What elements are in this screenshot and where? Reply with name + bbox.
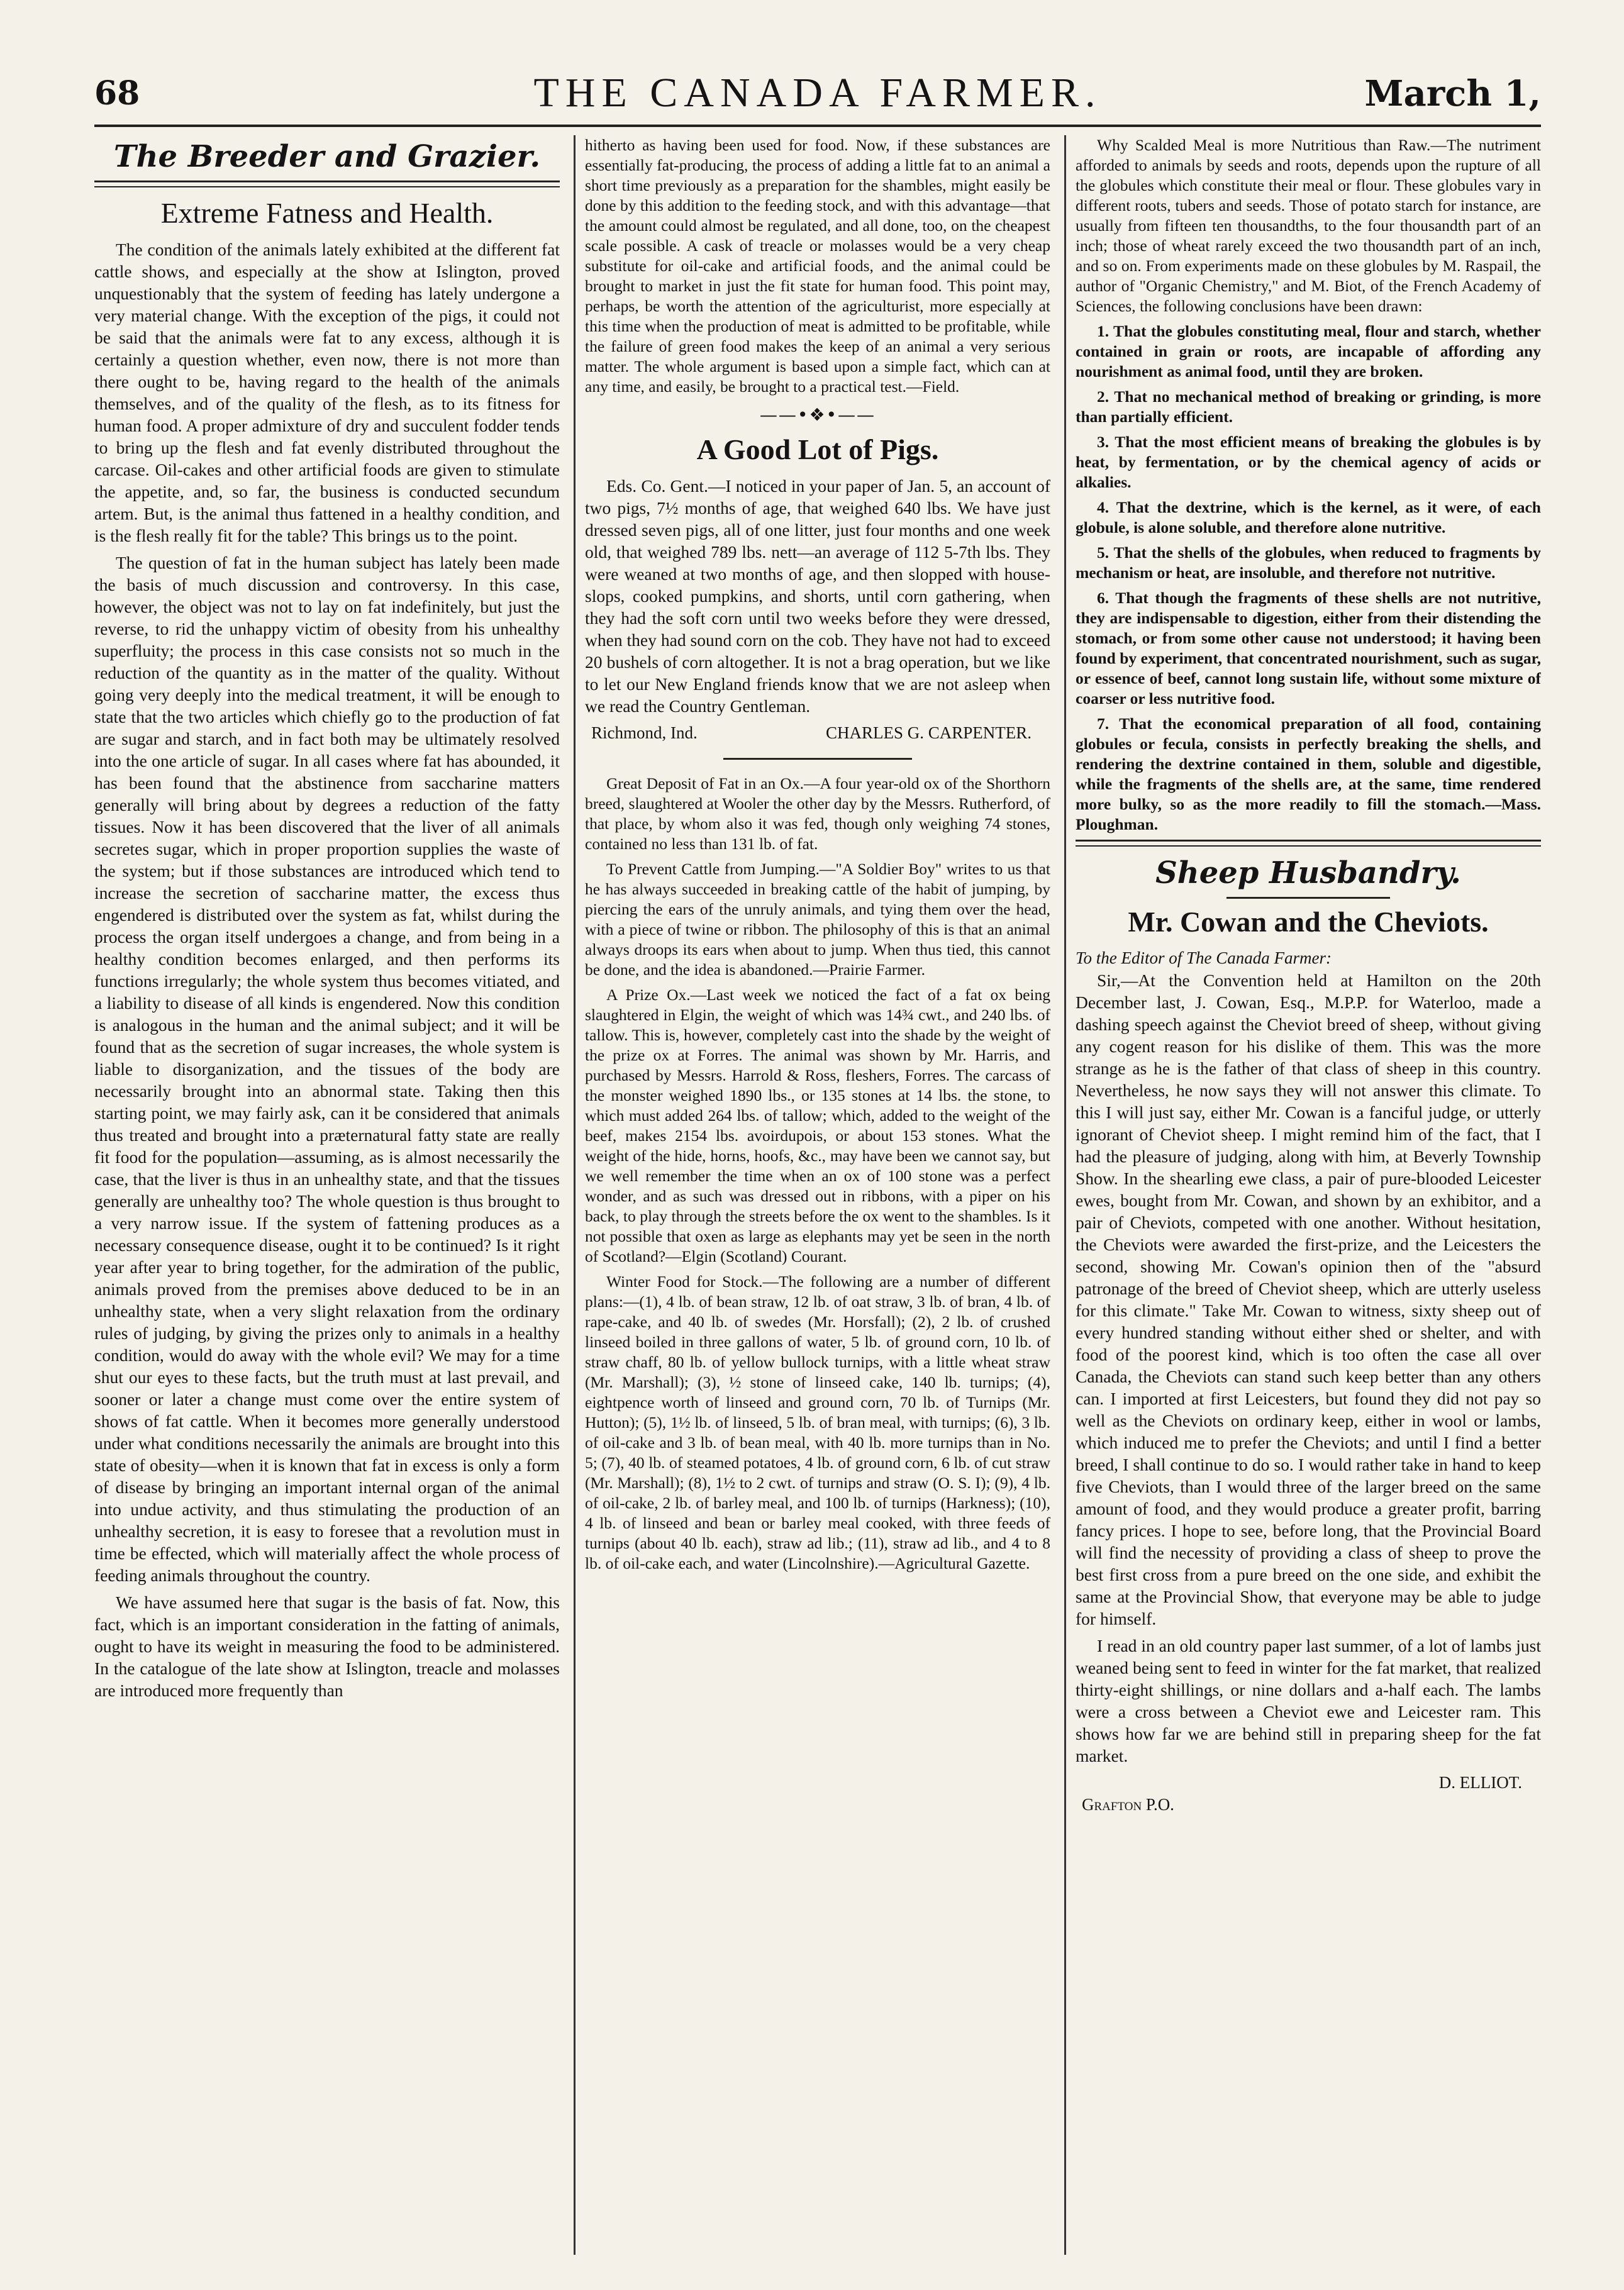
letter-signature xyxy=(1076,1772,1541,1794)
section-rule xyxy=(1076,840,1541,847)
news-item: A Prize Ox.—Last week we noticed the fact of a fat ox being slaughtered in Elgin, the weight of which was 14¾ cwt., and 240 lbs. of tallow. This is, however, completely cast into the shade by the weight of the prize ox at Forres. The animal was shown by Mr. Harris, and purchased by Messrs. Harrold & Ross, fleshers, Forres. The carcass of the monster weighed 1890 lbs., or 135 stones at 14 lbs. the stone, to which must added 264 lbs. of tallow; which, added to the weight of the beef, makes 2154 lbs. avoirdupois, or about 153 stones. What the weight of the hide, horns, hoofs, &c., may have been we cannot say, but we well remember the time when an ox of 100 stone was a perfect wonder, and as such was dressed out in ribbons, with a piper on his back, to play through the streets before the ox went to the shambles. Is it not possible that oxen as large as elephants may yet be seen in the north of Scotland?—Elgin (Scotland) Courant. xyxy=(585,986,1050,1265)
news-item: Winter Food for Stock.—The following are a number of different plans:—(1), 4 lb. of bean straw, 12 lb. of oat straw, 3 lb. of bran, 4 lb. of rape-cake, and 40 lb. of swedes (Mr. Horsfall); (2), 2 lb. of crushed linseed boiled in three gallons of water, 5 lb. of ground corn, 10 lb. of straw chaff, 80 lb. of yellow bullock turnips, with a little wheat straw (Mr. Marshall); (3), ½ stone of linseed cake, 140 lb. turnips; (4), eightpence worth of linseed and ground corn, 70 lb. of Turnips (Mr. Hutton); (5), 1½ lb. of linseed, 5 lb. of bran meal, with turnips; (6), 3 lb. of oil-cake and 3 lb. of bean meal, with 40 lb. more turnips than in No. 5; (7), 40 lb. of steamed potatoes, 4 lb. of ground corn, 6 lb. of cut straw (Mr. Marshall); (8), 1½ to 2 cwt. of turnips and straw (O. S. I); (9), 4 lb. of oil-cake, 2 lb. of barley meal, and 100 lb. of turnips (Harkness); (10), 4 lb. of linseed and bean or barley meal cooked, with three feeds of turnips (about 40 lb. each), straw ad lib.; (11), straw ad lib., and 4 to 8 lb. of oil-cake each, and water (Lincolnshire).—Agricultural Gazette. xyxy=(585,1272,1050,1572)
conclusion-item: 5. That the shells of the globules, when reduced to fragments by mechanism or heat, are insoluble, and therefore not nutritive. xyxy=(1076,543,1541,582)
article-intro: Why Scalded Meal is more Nutritious than Raw.—The nutriment afforded to animals by seeds and roots, depends upon the rupture of all the globules which constitute their meal or flour. These globules vary in different roots, tubers and seeds. Those of potato starch for instance, are usually from fifteen ten thousandths, to the four thousandth part of an inch; those of wheat rarely exceed the two thousandth part of an inch, and so on. From experiments made on these globules by M. Raspail, the author of "Organic Chemistry," and M. Biot, of the French Academy of Sciences, the following conclusions have been drawn: xyxy=(1076,136,1541,315)
letter-paragraph: Sir,—At the Convention held at Hamilton on the 20th December last, J. Cowan, Esq., M.P.P. for Waterloo, made a dashing speech against the Cheviot breed of sheep, without giving any cogent reason for his dislike of them. This was the more strange as he is the father of that class of sheep in this country. Nevertheless, he now says they will not answer this climate. To this I will just say, either Mr. Cowan is a fanciful judge, or utterly ignorant of Cheviot sheep. I might remind him of the fact, that I had the pleasure of judging, along with him, at Beverly Township Show. In the shearling ewe class, a pair of pure-blooded Leicester ewes, bought from Mr. Cowan, and shown by an exhibitor, and a pair of Cheviots, competed with one another. Without hesitation, the Cheviots were awarded the first-prize, and the Leicesters the second, showing Mr. Cowan's opinion then of the "absurd patronage of the breed of Cheviot sheep, which are utterly useless for this climate." Take Mr. Cowan to witness, sixty sheep out of every hundred standing without either shed or shelter, and with food of the poorest kind, which is too often the case all over Canada, the Cheviots can stand such keep better than any others can. I imported at first Leicesters, but found they did not pay so well as the Cheviots on ordinary keep, either in wool or lambs, which induced me to prefer the Cheviots; and until I find a better breed, I shall continue to do so. I would rather take in hand to keep five Cheviots, than I would three of the larger breed on the same amount of food, and they would produce a greater profit, barring fancy prices. I hope to see, before long, that the Provincial Board will find the necessity of providing a class of sheep to prove the best first cross from a pure breed on the one side, and exhibit the same at the Provincial Show, that everyone may be able to judge for himself. xyxy=(1076,970,1541,1628)
column-2 xyxy=(585,135,1050,2258)
news-item: Great Deposit of Fat in an Ox.—A four year-old ox of the Shorthorn breed, slaughtered at Wooler the other day by the Messrs. Rutherford, of that place, by whom also it was fed, though only weighing 74 stones, contained no less than 131 lb. of fat. xyxy=(585,774,1050,853)
conclusion-item: 2. That no mechanical method of breaking or grinding, is more than partially efficient. xyxy=(1076,387,1541,426)
letter-paragraph: Eds. Co. Gent.—I noticed in your paper of Jan. 5, an account of two pigs, 7½ months of age, that weighed 640 lbs. We have just dressed seven pigs, all of one litter, just four months and one week old, that weighed 789 lbs. nett—an average of 112 5-7th lbs. They were weaned at two months of age, and then slopped with house-slops, cooked pumpkins, and shorts, until corn gathering, when they had the soft corn until two weeks before they were dressed, when they had sound corn on the cob. They have not had to exceed 20 bushels of corn altogether. It is not a brag operation, but we like to let our New England friends know that we are not asleep when we read the Country Gentleman. xyxy=(585,476,1050,716)
article-title: Extreme Fatness and Health. xyxy=(160,197,494,229)
ornament-divider: ——•❖•—— xyxy=(759,404,876,425)
article-title: Mr. Cowan and the Cheviots. xyxy=(1128,906,1489,938)
department-heading: Sheep Husbandry. xyxy=(1155,855,1461,891)
newspaper-page xyxy=(94,69,1541,2258)
article-paragraph: We have assumed here that sugar is the basis of fat. Now, this fact, which is an important consideration in the fatting of animals, ought to have its weight in measuring the food to be administered. In the catalogue of the late show at Islington, treacle and molasses are introduced more frequently than xyxy=(94,1592,560,1700)
letter-paragraph: I read in an old country paper last summer, of a lot of lambs just weaned being sent to feed in winter for the fat market, that realized thirty-eight shillings, or nine dollars and a-half each. The lambs were a cross between a Cheviot ewe and Leicester ram. This shows how far we are behind still in preparing sheep for the fat market. xyxy=(1076,1636,1541,1765)
conclusion-item: 1. That the globules constituting meal, flour and starch, whether contained in grain or roots, are incapable of affording any nourishment as animal food, until they are broken. xyxy=(1076,322,1541,381)
masthead xyxy=(94,69,1541,126)
conclusion-item: 4. That the dextrine, which is the kernel, as it were, of each globule, is alone soluble, and therefore alone nutritive. xyxy=(1076,498,1541,536)
masthead-rule xyxy=(94,125,1541,127)
conclusion-item: 7. That the economical preparation of all food, containing globules or fecula, consists in perfectly breaking the shells, and rendering the dextrine contained in them, soluble and digestible, while the fragments of the shells are, at the same, time rendered more bulky, so as the more readily to fill the stomach.—Mass. Ploughman. xyxy=(1076,714,1541,833)
news-item: To Prevent Cattle from Jumping.—"A Soldier Boy" writes to us that he has always succeeded in breaking cattle of the habit of jumping, by piercing the ears of the unruly animals, and tying them over the head, with a piece of twine or ribbon. The philosophy of this is that an animal always droops its ears when about to jump. When thus tied, this cannot be done, and the idea is abandoned.—Prairie Farmer. xyxy=(585,860,1050,979)
letter-salutation: To the Editor of The Canada Farmer: xyxy=(1076,948,1332,967)
column-3 xyxy=(1076,135,1541,2258)
signature-name: CHARLES G. CARPENTER. xyxy=(825,723,1032,742)
newspaper-title: THE CANADA FARMER. xyxy=(533,70,1102,116)
conclusion-item: 6. That though the fragments of these shells are not nutritive, they are indispensable to digestion, either from their distending the stomach, or from some other cause not understood; it having been found by experiment, that concentrated nourishment, such as sugar, or essence of beef, cannot long sustain life, without some mixture of coarser or less nutritive food. xyxy=(1076,589,1541,708)
article-title: A Good Lot of Pigs. xyxy=(696,433,939,465)
column-1 xyxy=(94,135,560,2258)
letter-signature xyxy=(585,722,1050,744)
conclusion-item: 3. That the most efficient means of breaking the globules is by heat, by fermentation, or by the chemical agency of acids or alkalies. xyxy=(1076,433,1541,491)
article-paragraph: The question of fat in the human subject has lately been made the basis of much discussion and controversy. In this case, however, the object was not to lay on fat indefinitely, but just the reverse, to rid the unhappy victim of obesity from his unhealthy superfluity; the process in this case consists not so much in the reduction of the quantity as in the matter of the quality. Without going very deeply into the medical treatment, it will be enough to state that the two articles which chiefly go to the production of fat are sugar and starch, and in fact both may be ultimately resolved into the one article of sugar. In all cases where fat has abounded, it has been found that the abstinence from saccharine matters generally will bring about by degrees a reduction of the fatty tissues. Now it has been discovered that the liver of all animals secretes sugar, which in proper proportion supplies the waste of the system; but if those substances are introduced which tend to increase the secretion of saccharine matter, the excess thus engendered is distributed over the system as fat, whilst during the process the organ itself undergoes a change, and from being in a healthy condition becomes enlarged, and then performs its functions irregularly; the whole system thus becomes vitiated, and a liability to disease of all kinds is engendered. Now this condition is analogous in the human and the animal subject; and it will be found that as the secretion of sugar increases, the whole system is liable to disorganization, and the tissues of the body are necessarily brought into an abnormal state. Taking then this starting point, we may fairly ask, can it be considered that animals thus treated and brought into a præternatural fatty state are really fit food for the population—assuming, as is almost necessarily the case, that the liver is thus in an unhealthy state, and that the tissues generally are unhealthy too? The whole question is thus brought to a very narrow issue. If the system of fattening produces as a necessary consequence disease, ought it to be continued? Is it right year after year to bring together, for the admiration of the public, animals proved from the premises above deduced to be in an unhealthy state, when a very slight relaxation from the ordinary rules of judging, by giving the prizes only to animals in a healthy condition, would do away with the whole evil? We may for a time shut our eyes to these facts, but the truth must at last prevail, and sooner or later a change must come over the entire system of shows of fat cattle. When it becomes more generally understood under what conditions necessarily the animals are brought into this state of obesity—when it is known that fat in excess is only a form of disease by bringing an important internal organ of the animal into undue activity, and thus stimulating the production of an unhealthy secretion, it is easy to foresee that a revolution must in time be effected, which will materially affect the whole process of feeding animals throughout the country. xyxy=(94,553,560,1585)
page-number: 68 xyxy=(94,74,140,113)
section-rule xyxy=(94,181,560,187)
signature-place: Grafton P.O. xyxy=(1082,1795,1174,1814)
signature-place: Richmond, Ind. xyxy=(591,723,698,742)
signature-name: D. ELLIOT. xyxy=(1438,1773,1522,1792)
column-rule xyxy=(574,135,576,2255)
article-paragraph: The condition of the animals lately exhibited at the different fat cattle shows, and especially at the show at Islington, proved unquestionably that the system of feeding has lately undergone a very material change. With the exception of the pigs, it could not be said that the animals were fat to any excess, although it is certainly a question whether, even now, there is not more than there ought to be, having regard to the health of the animals themselves, and of the quality of the flesh, as to its fitness for human food. A proper admixture of dry and succulent fodder tends to bring up the flesh and fat evenly distributed throughout the carcase. Oil-cakes and other artificial foods are given to stimulate the appetite, and, so far, the business is conducted secundum artem. But, is the animal thus fattened in a healthy condition, and is the flesh really fit for the table? This brings us to the point. xyxy=(94,240,560,545)
short-rule xyxy=(723,758,912,760)
issue-date: March 1, xyxy=(1364,73,1541,114)
column-rule xyxy=(1064,135,1066,2255)
article-continuation: hitherto as having been used for food. Now, if these substances are essentially fat-producing, the process of adding a little fat to an animal a short time previously as a preparation for the shambles, might easily be done by this addition to the feeding stock, and with this advantage—that the amount could almost be regulated, and all done, too, on the cheapest scale possible. A cask of treacle or molasses would be a very cheap substitute for oil-cake and artificial foods, and the animal could be brought to market in just the fit state for human food. This point may, perhaps, be worth the attention of the agriculturist, more especially at this time when the production of meat is admitted to be profitable, while the failure of green food makes the keep of an animal a very serious matter. The whole argument is based upon a simple fact, which can at any time, and easily, be brought to a practical test.—Field. xyxy=(585,136,1050,396)
short-rule xyxy=(1226,897,1390,899)
department-heading: The Breeder and Grazier. xyxy=(113,139,541,174)
